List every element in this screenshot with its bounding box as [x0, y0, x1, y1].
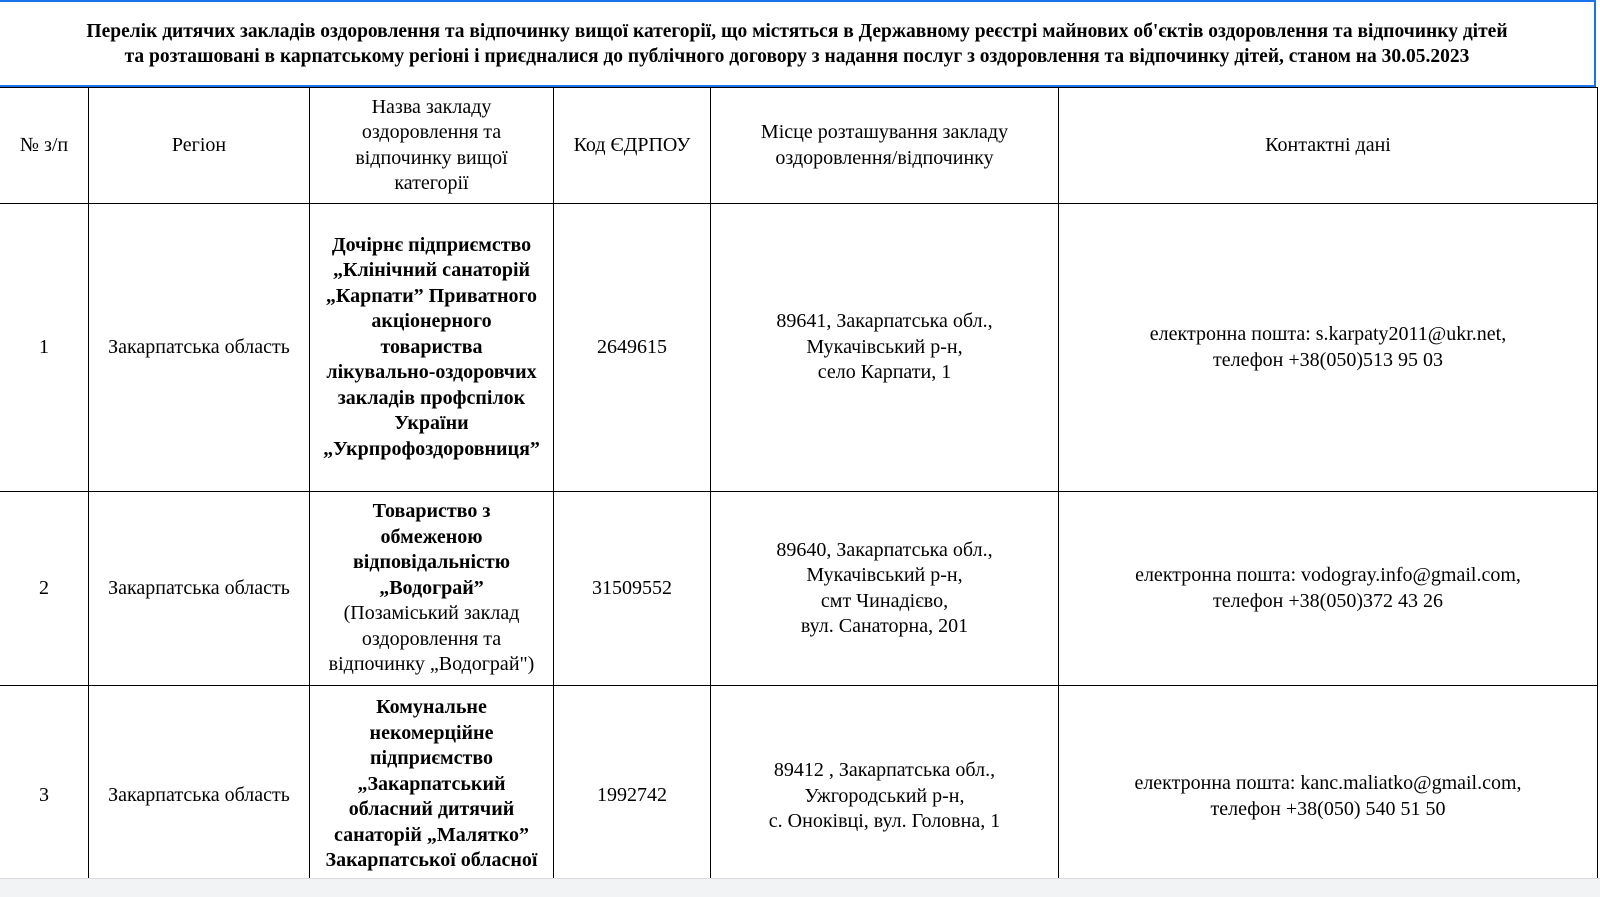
title-line-1: Перелік дитячих закладів оздоровлення та відпочинку вищої категорії, що містяться в Державному реєстрі майнових об'єктів оздоровлення та відпочинку дітей: [86, 20, 1508, 42]
name-line: (Позаміський заклад: [343, 602, 520, 625]
name-line: України: [394, 412, 469, 435]
cell-name[interactable]: [310, 204, 554, 492]
row-number: 3: [39, 784, 49, 806]
header-location-line: Місце розташування закладу: [760, 121, 1009, 143]
location-line: 89640, Закарпатська обл.,: [776, 538, 993, 561]
name-line: оздоровлення та: [361, 627, 502, 650]
header-num[interactable]: № з/п: [0, 88, 89, 204]
contact-phone: телефон +38(050) 540 51 50: [1210, 797, 1446, 820]
cell-region[interactable]: Закарпатська область: [89, 492, 310, 686]
location-line: смт Чинадієво,: [820, 589, 949, 612]
location-line: 89412 , Закарпатська обл.,: [773, 759, 996, 781]
name-line: Комунальне: [376, 696, 487, 718]
name-line: „Водограй”: [379, 576, 484, 599]
cell-name[interactable]: [310, 492, 554, 686]
cell-num[interactable]: 1: [0, 204, 89, 492]
name-line: товариства: [380, 335, 483, 358]
cell-code[interactable]: 31509552: [554, 492, 711, 686]
cell-region[interactable]: Закарпатська область: [89, 204, 310, 492]
table-header-row: [0, 88, 1598, 204]
name-line: акціонерного: [371, 310, 492, 333]
name-line: закладів профспілок: [337, 386, 526, 409]
cell-region[interactable]: [89, 686, 310, 879]
name-line: „Укрпрофоздоровниця”: [323, 437, 540, 460]
header-name-line: оздоровлення та: [361, 121, 502, 143]
location-line: 89641, Закарпатська обл.,: [776, 310, 993, 333]
location-line: село Карпати, 1: [817, 361, 952, 384]
name-line: відпочинку „Водограй"): [328, 653, 535, 676]
header-name-line: відпочинку вищої: [355, 146, 508, 169]
name-line: обласний дитячий: [348, 798, 515, 820]
location-line: Мукачівський р-н,: [806, 335, 963, 358]
name-line: „Карпати” Приватного: [325, 284, 538, 307]
cell-code[interactable]: [554, 686, 711, 879]
header-name-line: Назва закладу: [371, 95, 492, 118]
header-region[interactable]: Регіон: [89, 88, 310, 204]
contact-email: електронна пошта: s.karpaty2011@ukr.net,: [1149, 323, 1507, 345]
table-row: [0, 492, 1598, 686]
cell-num[interactable]: [0, 686, 89, 879]
header-location-line: оздоровлення/відпочинку: [775, 146, 994, 169]
cell-code[interactable]: 2649615: [554, 204, 711, 492]
name-line: санаторій „Малятко”: [333, 823, 530, 846]
table-row: [0, 686, 1598, 879]
contact-email: електронна пошта: vodogray.info@gmail.com,: [1135, 564, 1521, 586]
contact-phone: телефон +38(050)372 43 26: [1213, 589, 1443, 612]
name-line: відповідальністю: [352, 551, 510, 574]
document-title-cell[interactable]: [0, 0, 1596, 87]
cell-contacts[interactable]: [1059, 686, 1598, 879]
name-line: Дочірнє підприємство: [331, 233, 532, 256]
institutions-table: [0, 87, 1598, 878]
cell-location[interactable]: [711, 686, 1059, 879]
cell-num[interactable]: 2: [0, 492, 89, 686]
name-line: лікувально-оздоровчих: [326, 361, 537, 384]
cell-location[interactable]: [711, 204, 1059, 492]
code-text: 1992742: [597, 784, 667, 806]
header-code[interactable]: Код ЄДРПОУ: [554, 88, 711, 204]
location-line: с. Оноківці, вул. Головна, 1: [768, 810, 1001, 832]
name-line: Закарпатської обласної: [325, 849, 538, 871]
header-location[interactable]: [711, 88, 1059, 204]
name-line: „Клінічний санаторій: [332, 259, 531, 282]
region-text: Закарпатська область: [108, 784, 290, 806]
title-line-2: та розташовані в карпатському регіоні і приєдналися до публічного договору з надання послуг з оздоровлення та відпочинку дітей, станом на 30.05.2023: [124, 45, 1470, 67]
table-row: [0, 204, 1598, 492]
cell-contacts[interactable]: [1059, 204, 1598, 492]
contact-phone: телефон +38(050)513 95 03: [1213, 348, 1443, 371]
name-line: некомерційне: [369, 721, 494, 744]
cell-location[interactable]: [711, 492, 1059, 686]
location-line: вул. Санаторна, 201: [800, 615, 969, 637]
header-contacts[interactable]: Контактні дані: [1059, 88, 1598, 204]
name-line: „Закарпатський: [357, 772, 506, 795]
name-line: Товариство з: [372, 500, 491, 523]
location-line: Мукачівський р-н,: [806, 564, 963, 586]
contact-email: електронна пошта: kanc.maliatko@gmail.com,: [1134, 772, 1522, 794]
header-name[interactable]: [310, 88, 554, 204]
header-name-line: категорії: [394, 172, 469, 194]
cell-name[interactable]: [310, 686, 554, 879]
document-title: [86, 19, 1507, 69]
name-line: обмеженою: [380, 525, 483, 548]
horizontal-scrollbar-track[interactable]: [0, 878, 1600, 897]
location-line: Ужгородський р-н,: [804, 784, 965, 807]
name-line: підприємство: [370, 747, 493, 769]
cell-contacts[interactable]: [1059, 492, 1598, 686]
